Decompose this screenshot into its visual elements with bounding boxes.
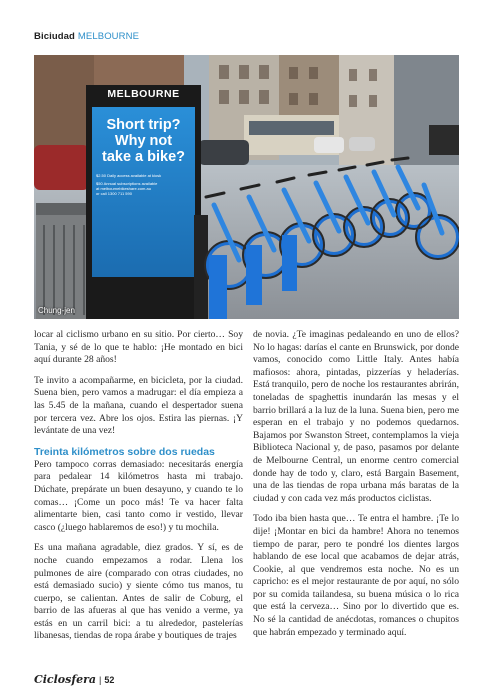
page-number: 52 [104, 675, 115, 685]
sign-panel [92, 111, 195, 202]
sign-line-3: at melbournebikeshare.com.au [96, 186, 151, 191]
bike-share-photo [34, 55, 459, 319]
sign-headline-2: Why not [114, 133, 173, 149]
subheading: Treinta kilómetros sobre dos ruedas [34, 445, 215, 458]
right-paragraph-1: de novia. ¿Te imaginas pedaleando en uno de ellos? No lo hagas: darías el cante en Brunswick, por donde vamos, conocido como Little Italy. Antes había mafiosos: ahora, pintadas, pizzerías y heladerías. Está tranquilo, pero de noche los restaurantes abrirán, toneladas de spaghettis inundarán las mesas y el barrio brillará a la luz de la luna. Suena bien, pero me esperan en el trabajo y no podemos quedarnos. Bajamos por Swanston Street, contemplamos la vieja Biblioteca Nacional y, de paso, pasamos por delante de Melbourne Central, un enorme centro comercial donde hay de todo y, claro, está Bargain Basement, una de las tiendas de ropa urbana más baratas de la ciudad y con cada vez más productos ciclistas. [253, 329, 459, 504]
section-title: Biciudad [34, 31, 75, 42]
sign-line-1: $2.50 Daily access available at kiosk [96, 173, 162, 178]
sign-headline-1: Short trip? [106, 117, 181, 133]
photo-credit: Chung-jen [38, 306, 75, 315]
left-paragraph-3: Pero tampoco corras demasiado: necesitarás energía para pedalear 14 kilómetros hasta mi trabajo. Dúchate, prepárate un buen desayuno, y cuando te lo comas… ¡Come un poco más! Te va hacer falta alimentarte bien, casi tanto como ir vestido, llevar casco (¿luego hablaremos de eso!) y tu mochila. [34, 458, 243, 533]
left-column [34, 329, 243, 651]
right-paragraph-2: Todo iba bien hasta que… Te entra el hambre. ¡Te lo dije! ¡Montar en bici da hambre! Ahora no tenemos tiempo de parar, pero te pondré los dientes largos hablando de ese local que acabamos de dejar atrás, Cookie, al que vendremos esta noche. No es un capricho: es el mejor restaurante de por aquí, no sólo por su comida tailandesa, su buena música o lo rica que está la cerveza… Sino por lo divertido que es. No sé la cantidad de anécdotas, romances o chupitos que habrán empezado y terminado aquí. [253, 513, 459, 638]
bike-share-sign [92, 88, 195, 202]
sign-line-4: or call 1300 711 590 [96, 191, 132, 196]
page-footer [34, 673, 114, 686]
left-paragraph-4: Es una mañana agradable, diez grados. Y sí, es de noche cuando empezamos a rodar. Llena los pulmones de aire (comparado con otras ciudades, no está demasiado sucio) y siente cómo tus manos, tu cuerpo, se calientan. Antes de salir de Coburg, el barrio de las afueras al que has venido a verme, ya estás en un carril bici: a tu alrededor, pastelerías libanesas, tiendas de ropa árabe y boutiques de trajes [34, 542, 243, 642]
left-paragraph-1: locar al ciclismo urbano en su sitio. Por cierto… Soy Tania, y sé de lo que te hablo: ¡He montado en bici aquí durante 28 años! [34, 329, 243, 366]
sign-headline-3: take a bike? [101, 149, 185, 165]
right-column [253, 329, 459, 647]
magazine-logo: Ciclosfera [34, 673, 96, 686]
sign-brand: MELBOURNE [107, 88, 180, 100]
sign-line-2: $50 Annual subscriptions available [96, 181, 158, 186]
section-subtitle: MELBOURNE [77, 31, 139, 42]
page-header [34, 31, 139, 42]
footer-separator: | [99, 675, 102, 685]
left-paragraph-2: Te invito a acompañarme, en bicicleta, por la ciudad. Suena bien, pero vamos a madrugar: el día empieza a las 5.45 de la mañana, cuando el despertador suena por tercera vez. Abre los ojos. Estira las piernas. ¡Y levántate de una vez! [34, 374, 243, 437]
